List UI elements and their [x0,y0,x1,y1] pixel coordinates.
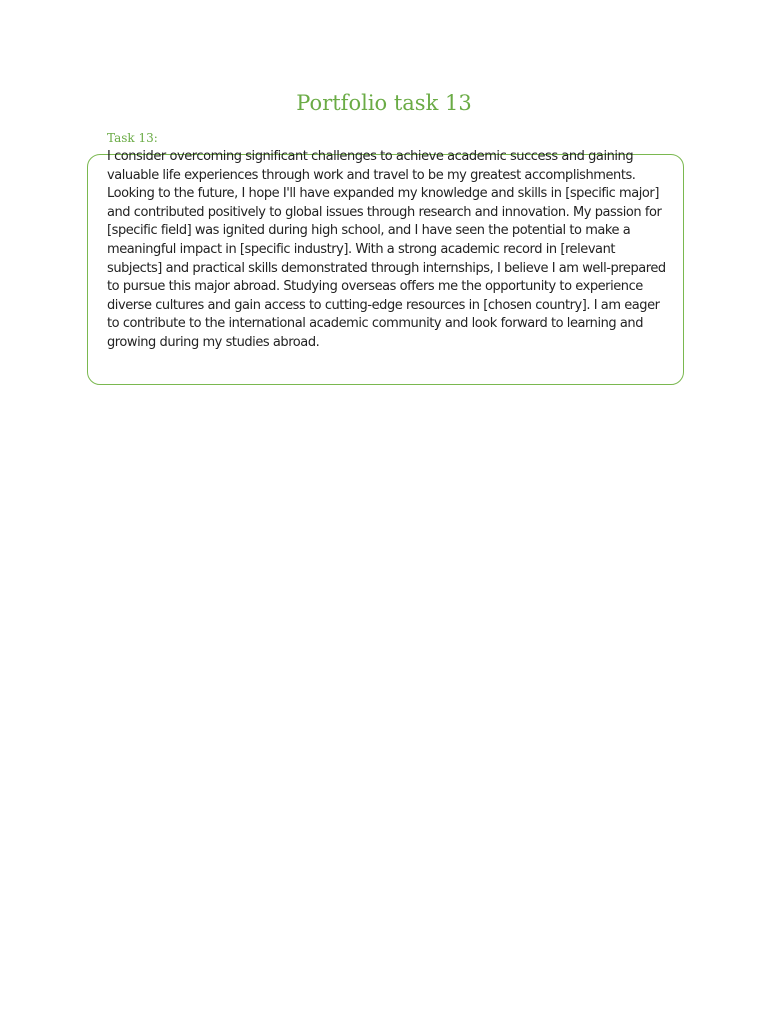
answer-text: I consider overcoming significant challenges to achieve academic success and gaining valuable life experiences through work and travel to be my greatest accomplishments. Looking to the future, I hope I'll have expanded my knowledge and skills in [specific major] and contributed positively to global issues through research and innovation. My passion for [specific field] was ignited during high school, and I have seen the potential to make a meaningful impact in [specific industry]. With a strong academic record in [relevant subjects] and practical skills demonstrated through internships, I believe I am well-prepared to pursue this major abroad. Studying overseas offers me the opportunity to experience diverse cultures and gain access to cutting-edge resources in [chosen country]. I am eager to contribute to the international academic community and look forward to learning and growing during my studies abroad. [107,149,666,350]
task-label: Task 13: [107,131,158,145]
page-title: Portfolio task 13 [296,91,472,115]
